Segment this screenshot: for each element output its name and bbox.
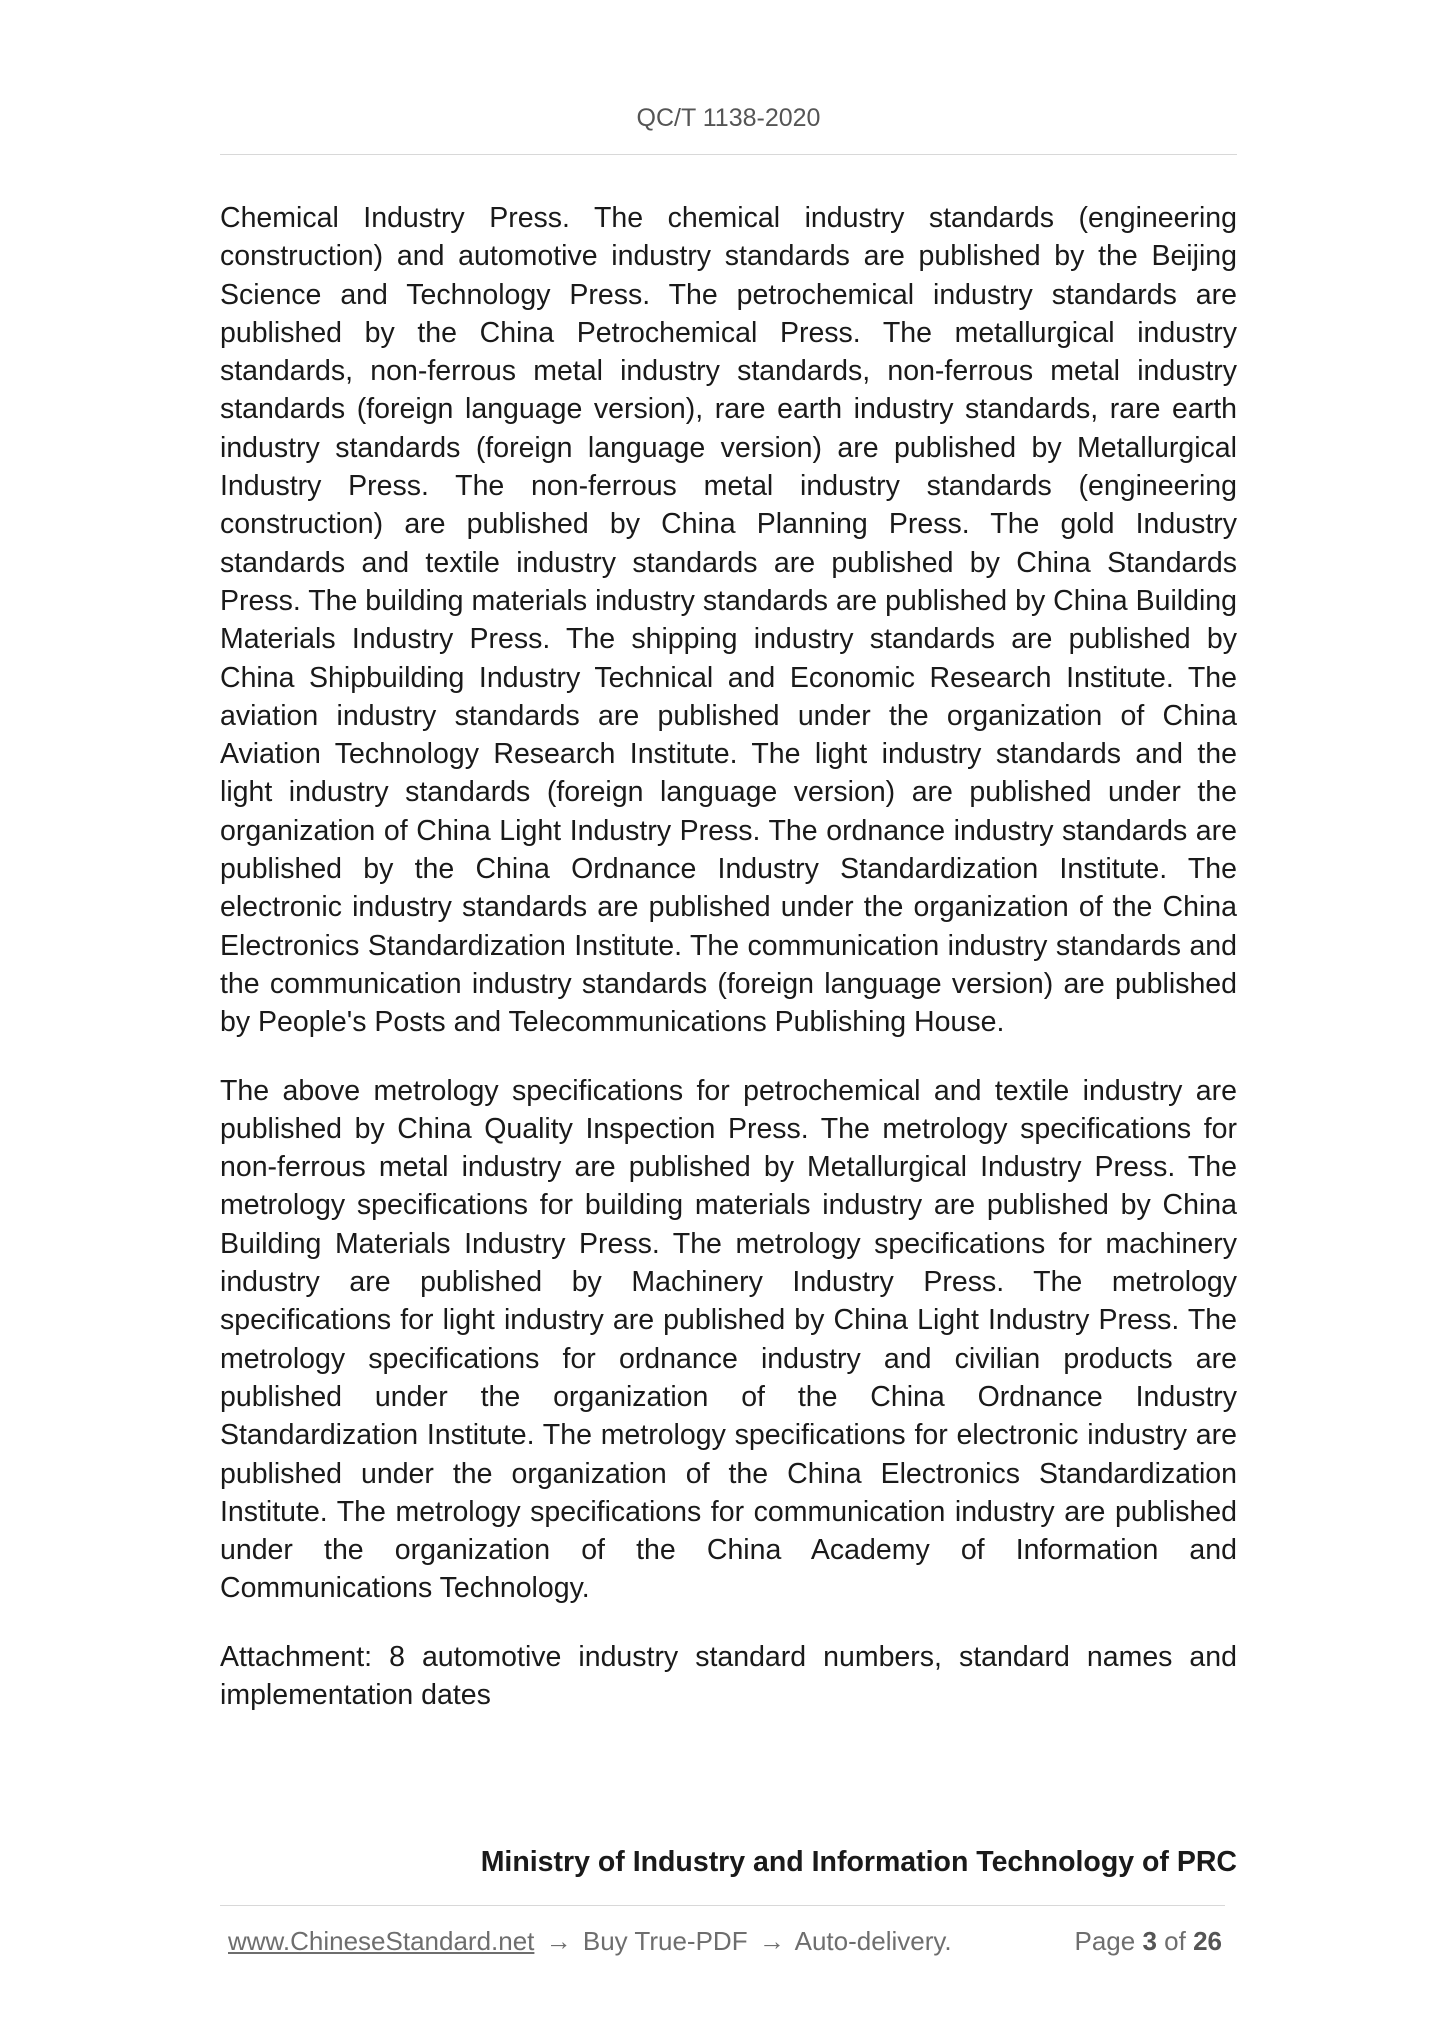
page-label: Page (1074, 1926, 1136, 1956)
page-current: 3 (1142, 1926, 1157, 1956)
page-header-doc-code: QC/T 1138-2020 (636, 104, 821, 132)
buy-true-pdf-text: Buy True-PDF (582, 1926, 748, 1956)
footer-divider (220, 1905, 1225, 1906)
site-link[interactable]: www.ChineseStandard.net (228, 1926, 535, 1956)
page-footer (228, 1926, 1222, 1957)
arrow-right-icon: → (545, 1926, 572, 1956)
body-paragraph-publishers: Chemical Industry Press. The chemical industry standards (engineering construction) and automotive industry standards are published by the Beijing Science and Technology Press. The petrochemical industry standards are published by the China Petrochemical Press. The metallurgical industry standards, non-ferrous metal industry standards, non-ferrous metal industry standards (foreign language version), rare earth industry standards, rare earth industry standards (foreign language version) are published by Metallurgical Industry Press. The non-ferrous metal industry standards (engineering construction) are published by China Planning Press. The gold Industry standards and textile industry standards are published by China Standards Press. The building materials industry standards are published by China Building Materials Industry Press. The shipping industry standards are published by China Shipbuilding Industry Technical and Economic Research Institute. The aviation industry standards are published under the organization of China Aviation Technology Research Institute. The light industry standards and the light industry standards (foreign language version) are published under the organization of China Light Industry Press. The ordnance industry standards are published by the China Ordnance Industry Standardization Institute. The electronic industry standards are published under the organization of the China Electronics Standardization Institute. The communication industry standards and the communication industry standards (foreign language version) are published by People's Posts and Telecommunications Publishing House. (220, 202, 1237, 1039)
header-divider (220, 154, 1237, 155)
body-paragraph-attachment: Attachment: 8 automotive industry standard numbers, standard names and implementation dates (220, 1640, 1237, 1711)
page-of-label: of (1164, 1926, 1186, 1956)
auto-delivery-text: Auto-delivery. (794, 1926, 952, 1956)
arrow-right-icon: → (758, 1926, 785, 1956)
document-body (220, 199, 1237, 1744)
issuing-authority-signature: Ministry of Industry and Information Technology of PRC (480, 1846, 1237, 1878)
page-total: 26 (1193, 1926, 1222, 1956)
page-number (1074, 1926, 1222, 1957)
body-paragraph-metrology: The above metrology specifications for petrochemical and textile industry are published by China Quality Inspection Press. The metrology specifications for non-ferrous metal industry are published by Metallurgical Industry Press. The metrology specifications for building materials industry are published by China Building Materials Industry Press. The metrology specifications for machinery industry are published by Machinery Industry Press. The metrology specifications for light industry are published by China Light Industry Press. The metrology specifications for ordnance industry and civilian products are published under the organization of the China Ordnance Industry Standardization Institute. The metrology specifications for electronic industry are published under the organization of the China Electronics Standardization Institute. The metrology specifications for communication industry are published under the organization of the China Academy of Information and Communications Technology. (220, 1074, 1237, 1605)
